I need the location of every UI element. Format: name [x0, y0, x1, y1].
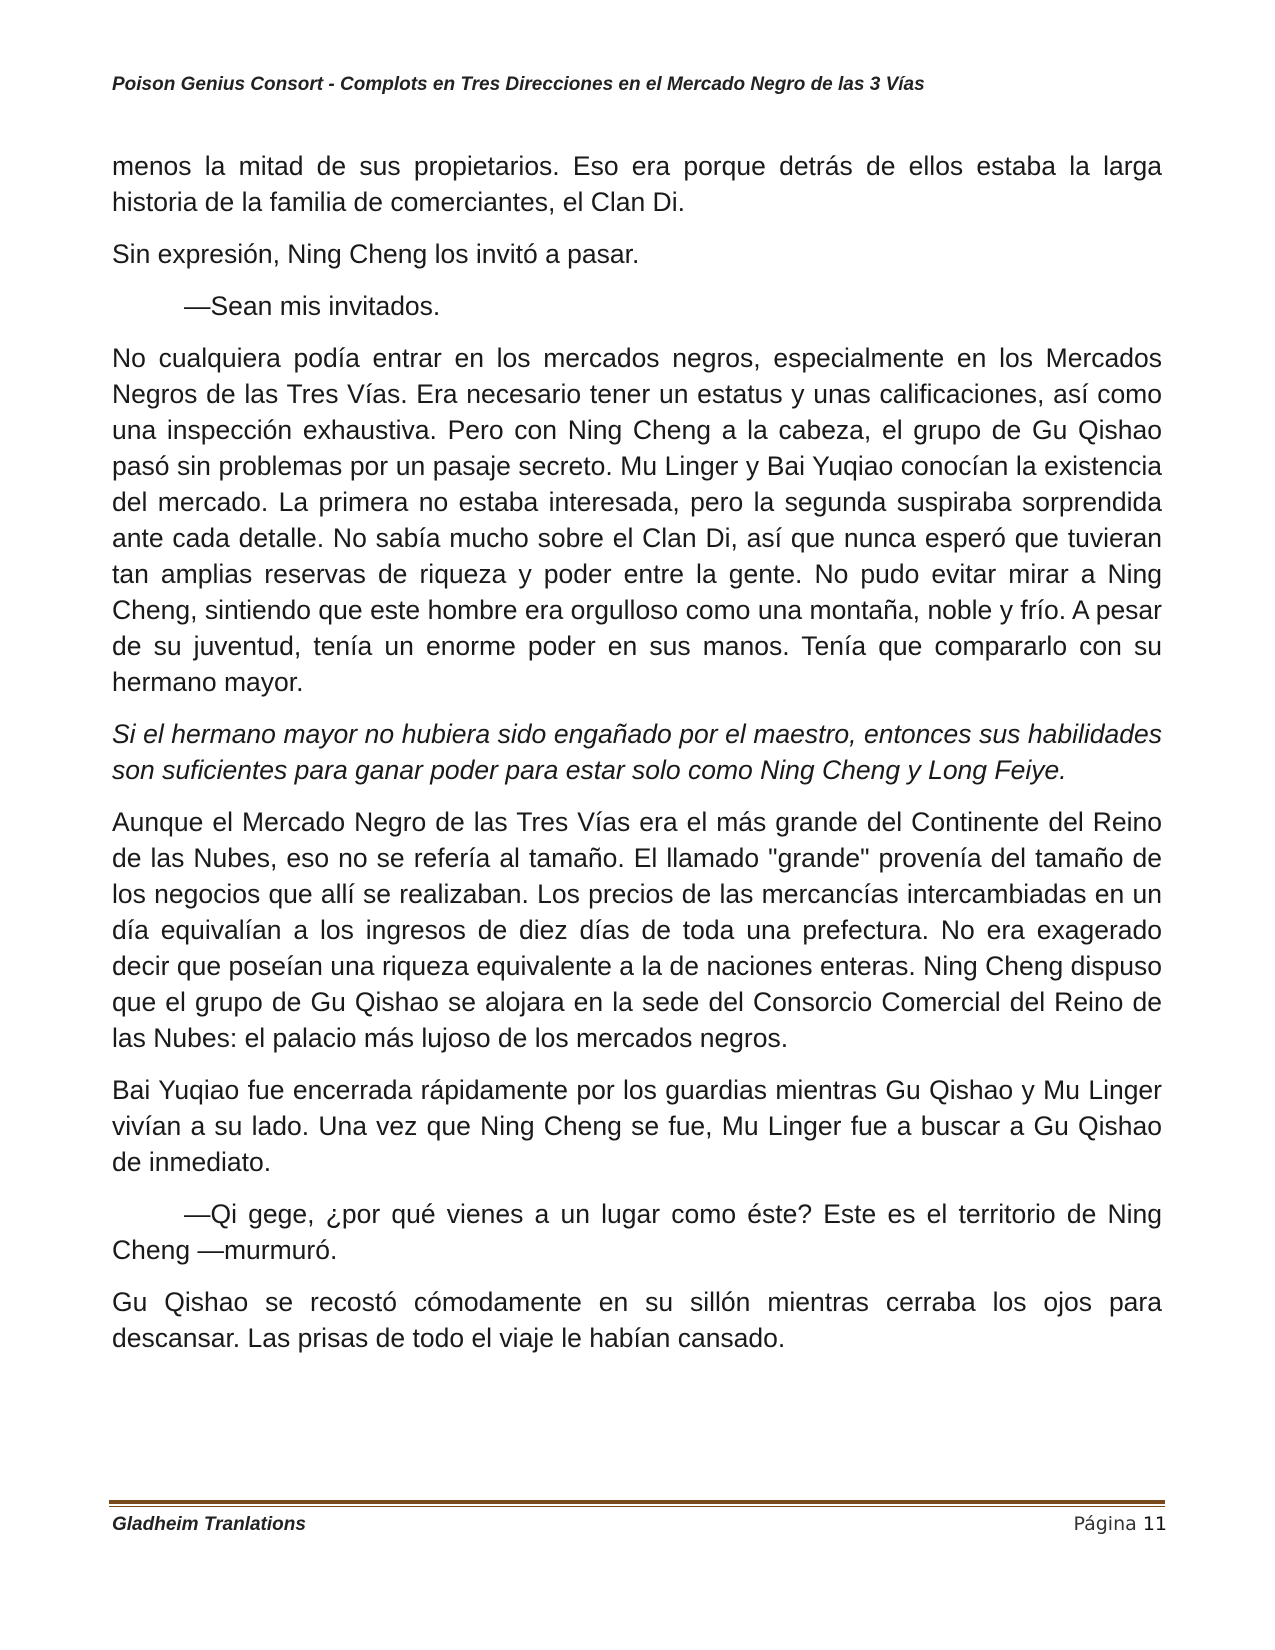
inner-thought: Si el hermano mayor no hubiera sido engañado por el maestro, entonces sus habilidades son suficientes para ganar poder para estar solo como Ning Cheng y Long Feiye.: [112, 719, 1162, 785]
dialogue-line: —Qi gege, ¿por qué vienes a un lugar como éste? Este es el territorio de Ning Cheng —murmuró.: [112, 1199, 1162, 1265]
paragraph: menos la mitad de sus propietarios. Eso era porque detrás de ellos estaba la larga historia de la familia de comerciantes, el Clan Di.: [112, 151, 1162, 217]
paragraph: Bai Yuqiao fue encerrada rápidamente por los guardias mientras Gu Qishao y Mu Linger vivían a su lado. Una vez que Ning Cheng se fue, Mu Linger fue a buscar a Gu Qishao de inmediato.: [112, 1075, 1162, 1177]
page-number: 11: [1142, 1513, 1167, 1535]
page-number-label: [1073, 1513, 1167, 1535]
footer-credit: Gladheim Tranlations: [112, 1514, 306, 1535]
dialogue-line: —Sean mis invitados.: [184, 291, 441, 321]
chapter-body: [112, 148, 1162, 1372]
paragraph: Sin expresión, Ning Cheng los invitó a pasar.: [112, 239, 640, 269]
footer-divider: [109, 1500, 1165, 1507]
paragraph: Gu Qishao se recostó cómodamente en su sillón mientras cerraba los ojos para descansar. Las prisas de todo el viaje le habían cansado.: [112, 1287, 1162, 1353]
paragraph: No cualquiera podía entrar en los mercados negros, especialmente en los Mercados Negros de las Tres Vías. Era necesario tener un estatus y unas calificaciones, así como una inspección exhaustiva. Pero con Ning Cheng a la cabeza, el grupo de Gu Qishao pasó sin problemas por un pasaje secreto. Mu Linger y Bai Yuqiao conocían la existencia del mercado. La primera no estaba interesada, pero la segunda suspiraba sorprendida ante cada detalle. No sabía mucho sobre el Clan Di, así que nunca esperó que tuvieran tan amplias reservas de riqueza y poder entre la gente. No pudo evitar mirar a Ning Cheng, sintiendo que este hombre era orgulloso como una montaña, noble y frío. A pesar de su juventud, tenía un enorme poder en sus manos. Tenía que compararlo con su hermano mayor.: [112, 343, 1162, 697]
page-label: Página: [1073, 1513, 1137, 1535]
page-header-title: Poison Genius Consort - Complots en Tres Direcciones en el Mercado Negro de las 3 Vías: [112, 74, 925, 95]
paragraph: Aunque el Mercado Negro de las Tres Vías era el más grande del Continente del Reino de las Nubes, eso no se refería al tamaño. El llamado "grande" provenía del tamaño de los negocios que allí se realizaban. Los precios de las mercancías intercambiadas en un día equivalían a los ingresos de diez días de toda una prefectura. No era exagerado decir que poseían una riqueza equivalente a la de naciones enteras. Ning Cheng dispuso que el grupo de Gu Qishao se alojara en la sede del Consorcio Comercial del Reino de las Nubes: el palacio más lujoso de los mercados negros.: [112, 807, 1162, 1053]
